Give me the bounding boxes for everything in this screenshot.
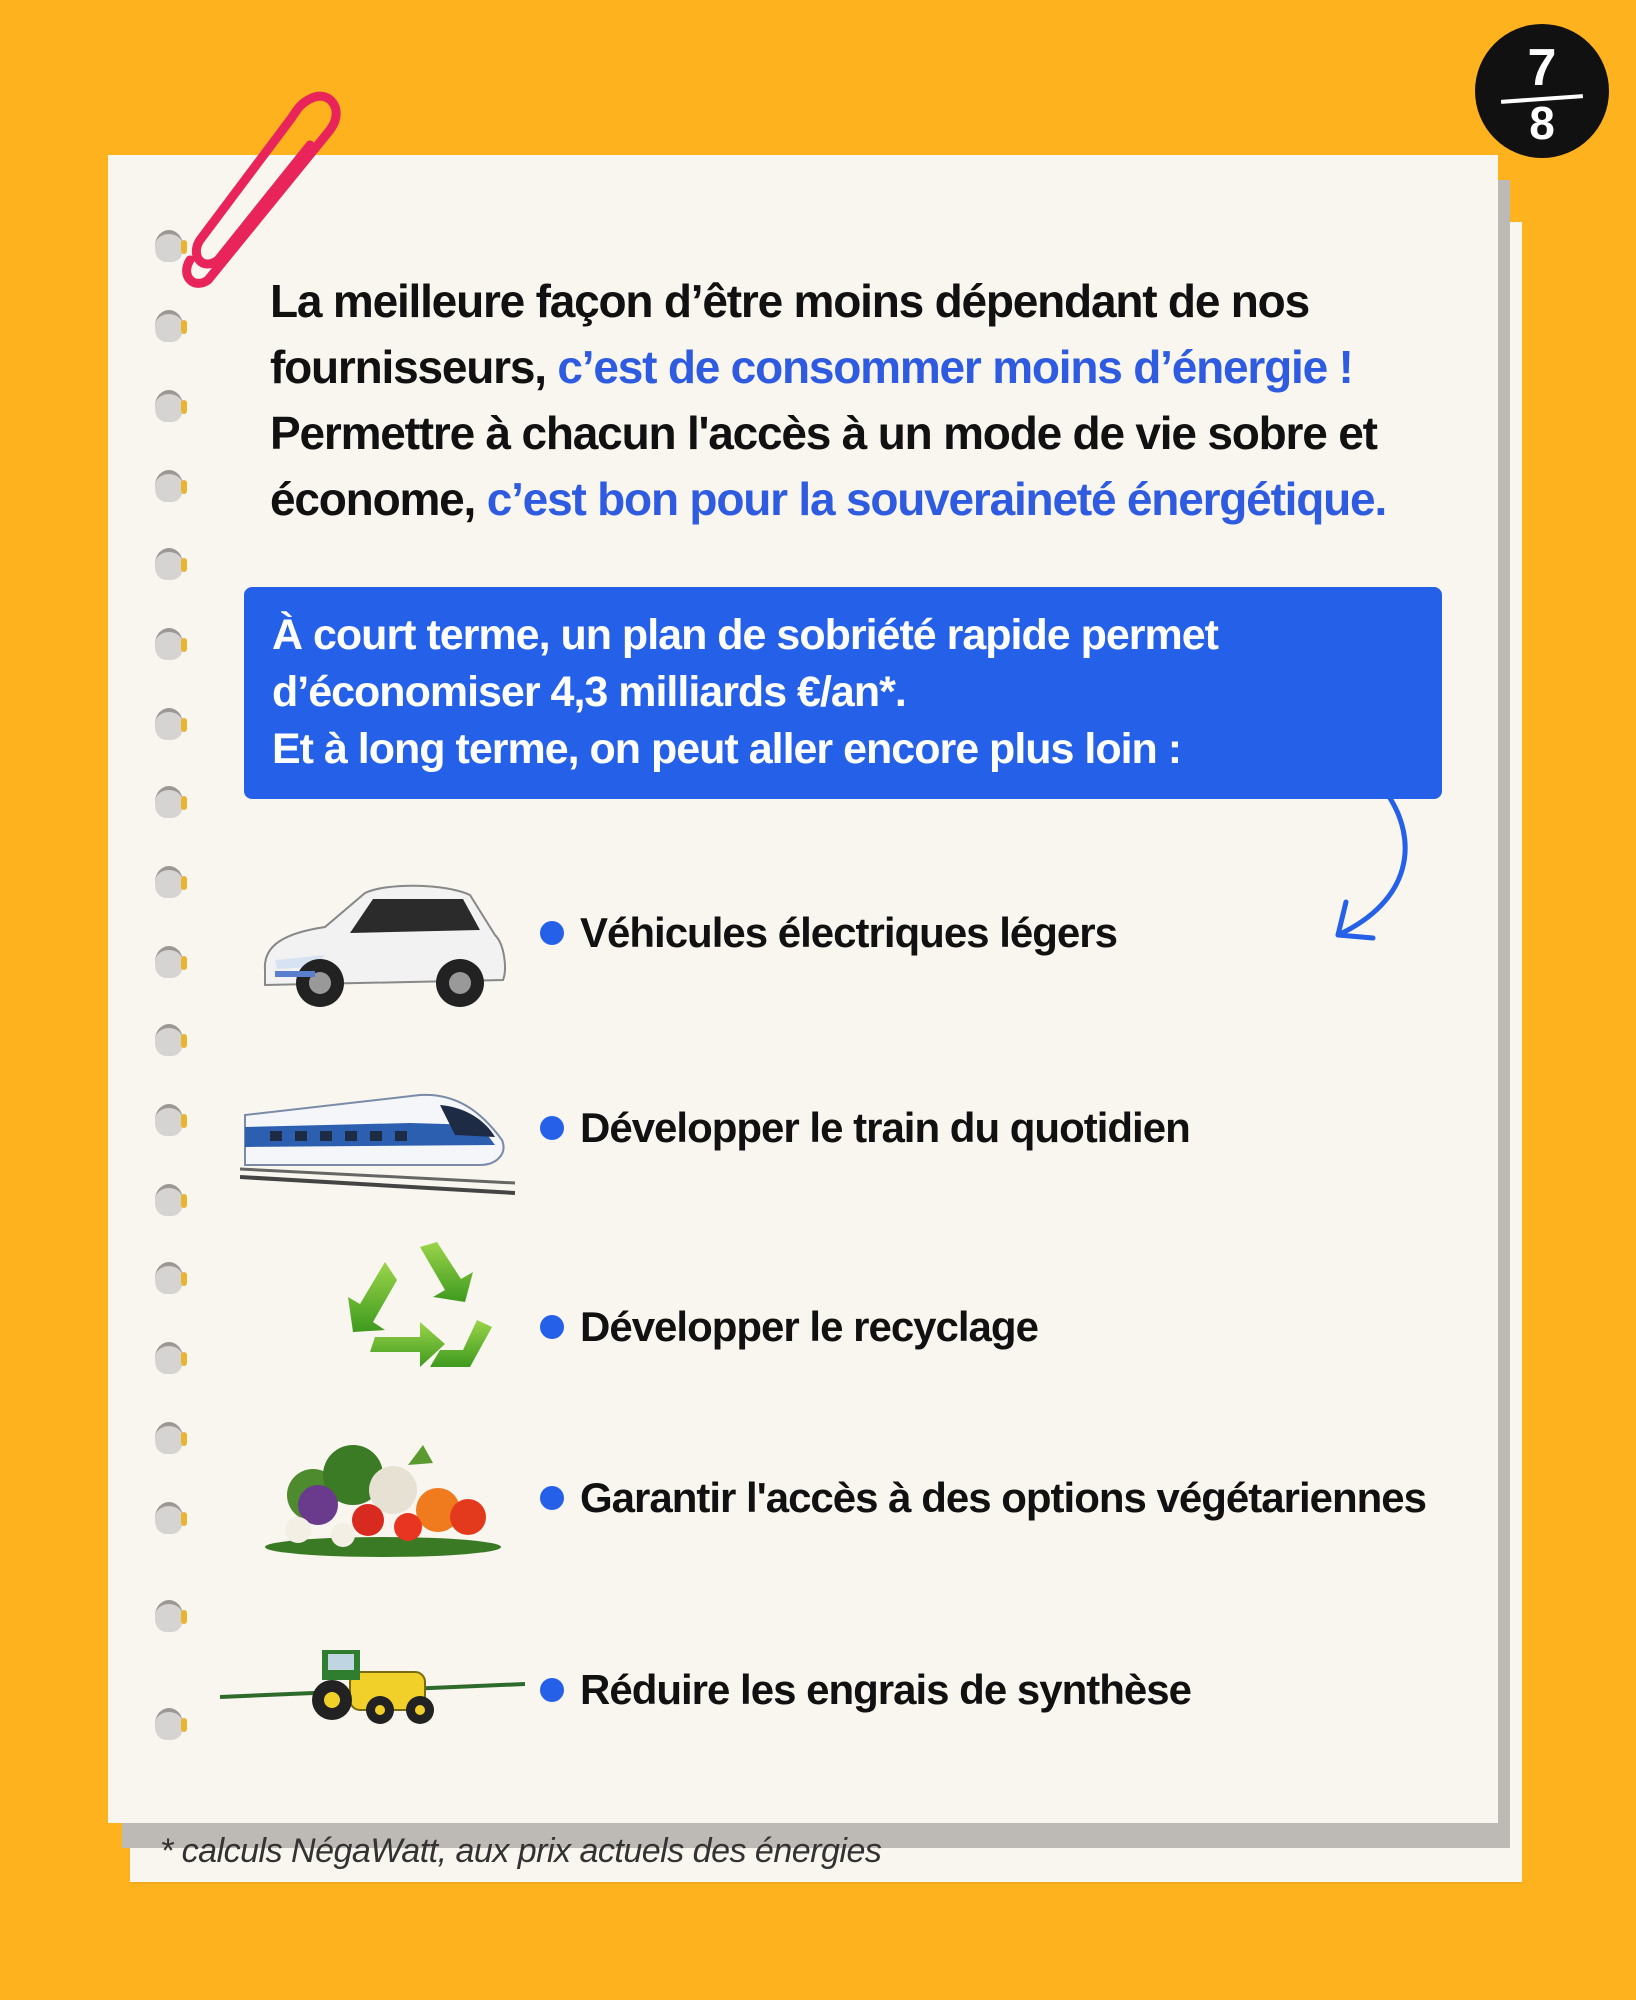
recycling-icon	[345, 1242, 495, 1382]
list-item-vegetarian	[540, 1468, 1426, 1528]
vegetables-icon	[258, 1435, 508, 1560]
footnote: * calculs NégaWatt, aux prix actuels des énergies	[160, 1832, 882, 1870]
list-item-label: Garantir l'accès à des options végétariennes	[580, 1474, 1427, 1521]
bullet-dot	[540, 1315, 564, 1339]
binder-hole	[155, 1600, 183, 1632]
tractor-sprayer-icon	[220, 1642, 525, 1727]
intro-text: Permettre à chacun l'accès à un mode de vie sobre et	[270, 407, 1377, 459]
list-item-electric-vehicles	[540, 903, 1117, 963]
binder-hole	[155, 708, 183, 740]
intro-line-1	[270, 268, 1470, 334]
binder-hole	[155, 548, 183, 580]
intro-line-3	[270, 400, 1470, 466]
binder-hole	[155, 786, 183, 818]
bullet-dot	[540, 921, 564, 945]
binder-hole	[155, 1262, 183, 1294]
curved-arrow-icon	[1318, 790, 1428, 950]
binder-hole	[155, 310, 183, 342]
binder-hole	[155, 1024, 183, 1056]
intro-text: fournisseurs,	[270, 341, 558, 393]
intro-line-4	[270, 466, 1470, 532]
binder-hole	[155, 1502, 183, 1534]
electric-car-icon	[255, 875, 510, 1010]
page-counter-badge	[1475, 24, 1609, 158]
intro-line-2	[270, 334, 1470, 400]
binder-hole	[155, 866, 183, 898]
callout-line: Et à long terme, on peut aller encore plus loin :	[272, 725, 1182, 773]
callout-line: d’économiser 4,3 milliards €/an*.	[272, 668, 906, 716]
list-item-train	[540, 1098, 1190, 1158]
callout-line: À court terme, un plan de sobriété rapide permet	[272, 611, 1218, 659]
binder-hole	[155, 230, 183, 262]
intro-highlight: c’est bon pour la souveraineté énergétique.	[486, 473, 1387, 525]
bullet-dot	[540, 1486, 564, 1510]
binder-hole	[155, 946, 183, 978]
intro-text: économe,	[270, 473, 487, 525]
intro-paragraph	[270, 268, 1470, 532]
page-current: 7	[1527, 39, 1557, 97]
list-item-fertilizers	[540, 1660, 1191, 1720]
binder-hole	[155, 628, 183, 660]
binder-hole	[155, 1342, 183, 1374]
list-item-label: Développer le recyclage	[580, 1303, 1038, 1350]
list-item-label: Réduire les engrais de synthèse	[580, 1666, 1191, 1713]
bullet-dot	[540, 1678, 564, 1702]
list-item-label: Véhicules électriques légers	[580, 909, 1117, 956]
binder-hole	[155, 1708, 183, 1740]
intro-highlight: c’est de consommer moins d’énergie !	[557, 341, 1353, 393]
binder-hole	[155, 1184, 183, 1216]
binder-hole	[155, 470, 183, 502]
savings-callout	[244, 587, 1442, 799]
page-total: 8	[1529, 97, 1555, 149]
list-item-recycling	[540, 1297, 1038, 1357]
intro-text: La meilleure façon d’être moins dépendant de nos	[270, 275, 1309, 327]
binder-hole	[155, 1104, 183, 1136]
train-icon	[240, 1065, 515, 1195]
bullet-dot	[540, 1116, 564, 1140]
list-item-label: Développer le train du quotidien	[580, 1104, 1190, 1151]
binder-hole	[155, 1422, 183, 1454]
binder-hole	[155, 390, 183, 422]
